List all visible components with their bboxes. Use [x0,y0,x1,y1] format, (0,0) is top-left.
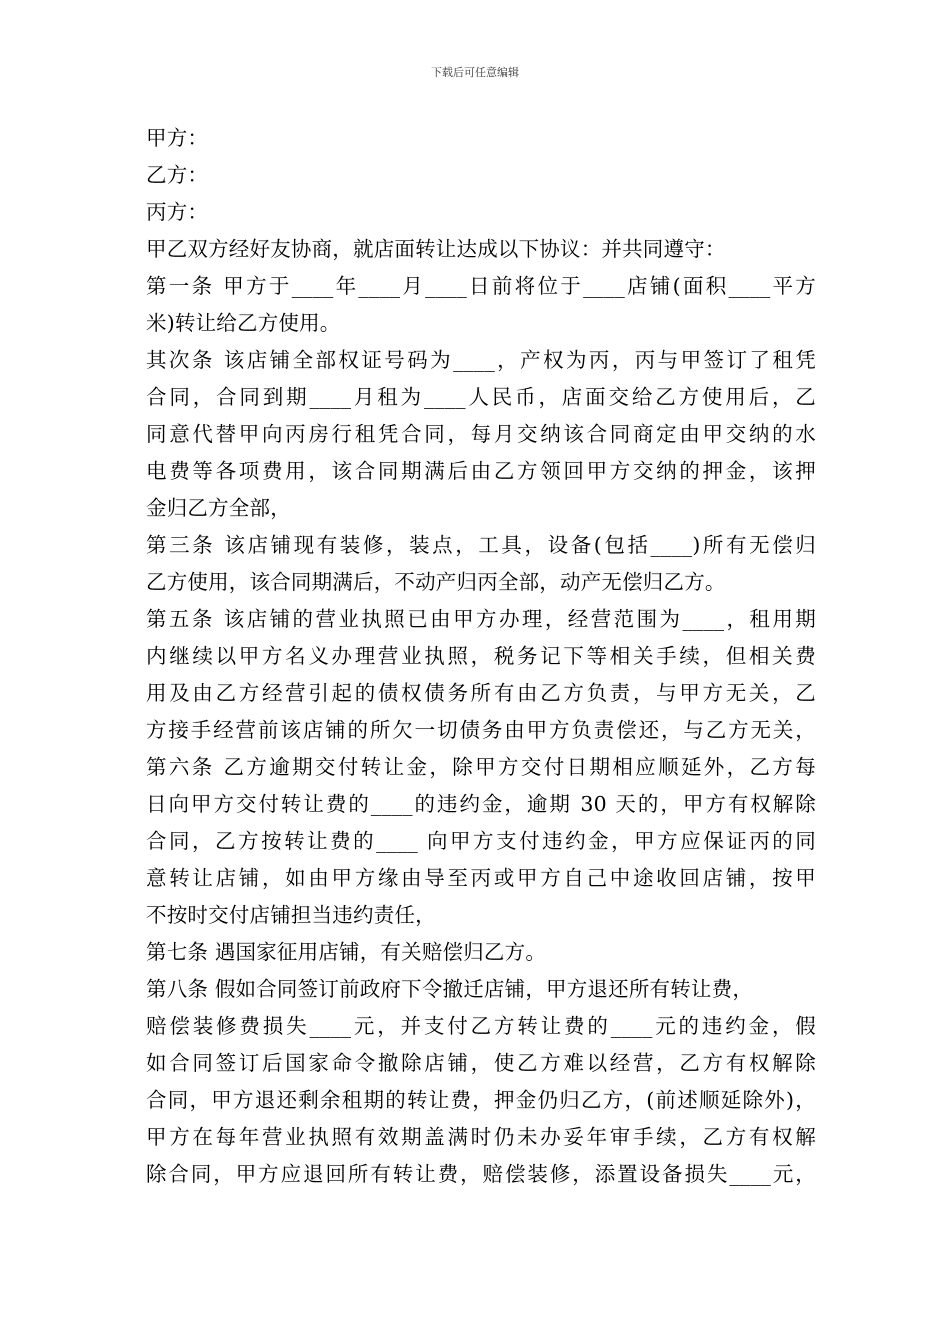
text-line: 用及由乙方经营引起的债权债务所有由乙方负责，与甲方无关，乙 [146,681,816,705]
text-line: 如合同签订后国家命令撤除店铺，使乙方难以经营，乙方有权解除 [146,1051,816,1075]
text-line: 金归乙方全部， [146,496,291,520]
text-line: 除合同，甲方应退回所有转让费，赔偿装修，添置设备损失____元， [146,1162,816,1186]
text-line: 第一条 甲方于____年____月____日前将位于____店铺(面积____平方 [146,274,816,298]
text-line: 赔偿装修费损失____元，并支付乙方转让费的____元的违约金，假 [146,1014,816,1038]
text-line: 电费等各项费用，该合同期满后由乙方领回甲方交纳的押金，该押 [146,459,816,483]
text-line: 日向甲方交付转让费的____的违约金，逾期 30 天的，甲方有权解除 [146,792,816,816]
header-note: 下载后可任意编辑 [431,66,519,79]
text-line: 合同，乙方按转让费的____ 向甲方支付违约金，甲方应保证丙的同 [146,829,816,853]
text-line: 其次条 该店铺全部权证号码为____，产权为丙，丙与甲签订了租凭 [146,348,816,372]
text-line: 不按时交付店铺担当违约责任， [146,903,436,927]
text-line: 甲方： [146,126,209,150]
contract-body [146,120,816,1193]
text-line: 第八条 假如合同签订前政府下令撤迁店铺，甲方退还所有转让费， [146,977,754,1001]
text-line: 甲乙双方经好友协商，就店面转让达成以下协议：并共同遵守： [146,237,726,261]
text-line: 第六条 乙方逾期交付转让金，除甲方交付日期相应顺延外，乙方每 [146,755,816,779]
text-line: 第三条 该店铺现有装修，装点，工具，设备(包括____)所有无偿归 [146,533,816,557]
text-line: 合同，甲方退还剩余租期的转让费，押金仍归乙方，(前述顺延除外)， [146,1088,816,1112]
text-line: 意转让店铺，如由甲方缘由导至丙或甲方自己中途收回店铺，按甲 [146,866,816,890]
text-line: 丙方： [146,200,209,224]
text-line: 米)转让给乙方使用。 [146,311,341,335]
text-line: 合同，合同到期____月租为____人民币，店面交给乙方使用后，乙 [146,385,816,409]
text-line: 第七条 遇国家征用店铺，有关赔偿归乙方。 [146,940,547,964]
text-line: 乙方使用，该合同期满后，不动产归丙全部，动产无偿归乙方。 [146,570,726,594]
text-line: 乙方： [146,163,209,187]
text-line: 甲方在每年营业执照有效期盖满时仍未办妥年审手续，乙方有权解 [146,1125,816,1149]
text-line: 内继续以甲方名义办理营业执照，税务记下等相关手续，但相关费 [146,644,816,668]
text-line: 同意代替甲向丙房行租凭合同，每月交纳该合同商定由甲交纳的水 [146,422,816,446]
text-line: 第五条 该店铺的营业执照已由甲方办理，经营范围为____，租用期 [146,607,816,631]
text-line: 方接手经营前该店铺的所欠一切债务由甲方负责偿还，与乙方无关， [146,718,816,742]
